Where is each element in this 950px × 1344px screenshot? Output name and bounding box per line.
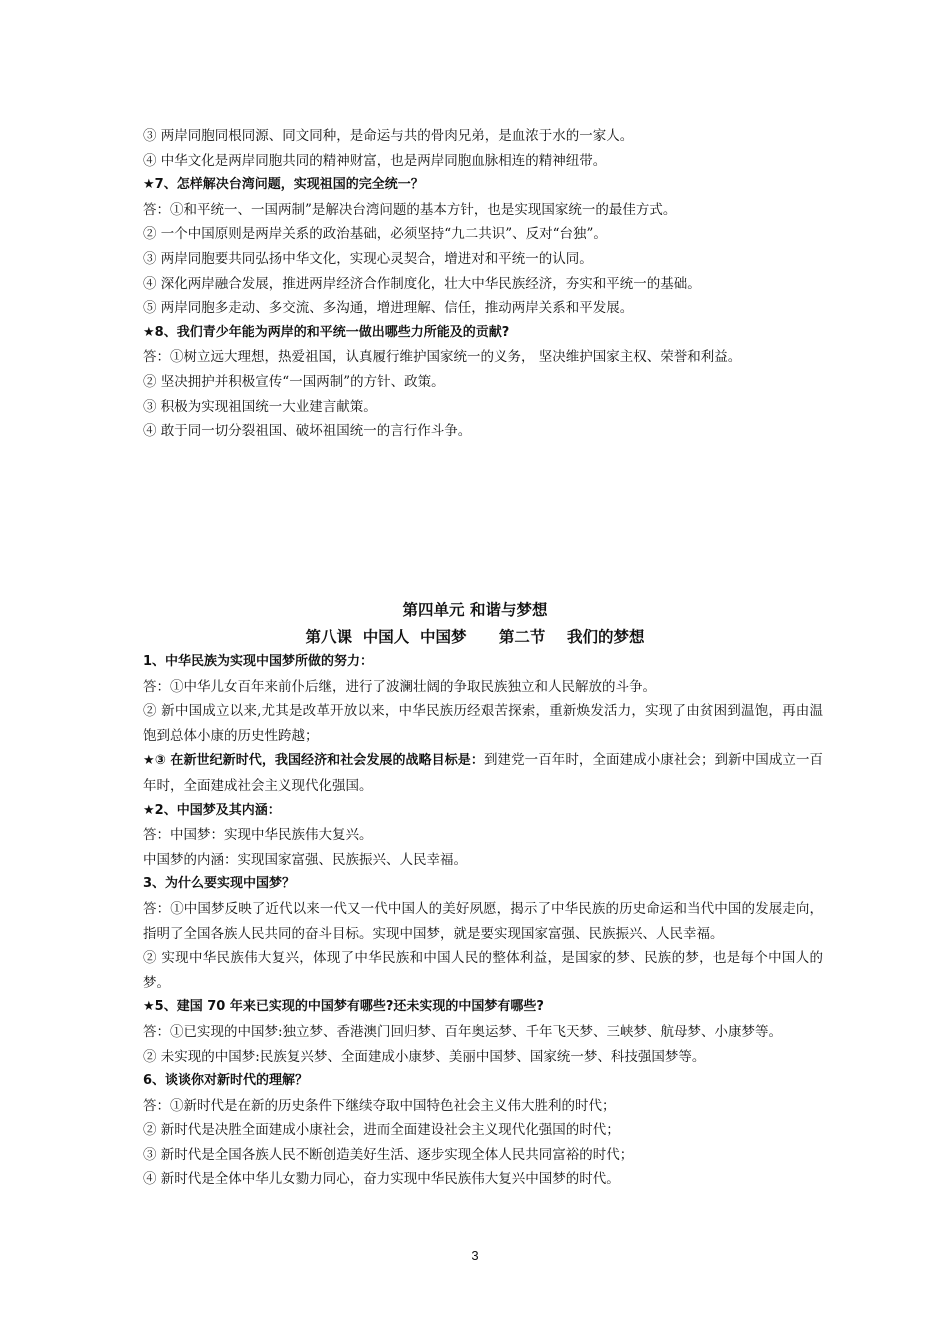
answer-line: 答：中国梦：实现中华民族伟大复兴。 [143,827,373,844]
question-heading: ★5、建国 70 年来已实现的中国梦有哪些?还未实现的中国梦有哪些? [143,999,544,1015]
question-heading: ★8、我们青少年能为两岸的和平统一做出哪些力所能及的贡献? [143,324,510,340]
text-line: 答：①树立远大理想，热爱祖国，认真履行维护国家统一的义务， 坚决维护国家主权、荣誉和利益。 [143,349,742,366]
answer-line: 答：①中华儿女百年来前仆后继，进行了波澜壮阔的争取民族独立和人民解放的斗争。 [143,678,656,695]
text-line: ③ 两岸同胞同根同源、同文同种，是命运与共的骨肉兄弟，是血浓于水的一家人。 [143,128,634,144]
question-heading: 1、中华民族为实现中国梦所做的努力： [143,654,374,669]
answer-line: 答：①新时代是在新的历史条件下继续夺取中国特色社会主义伟大胜利的时代； [143,1097,616,1114]
answer-line: ② 未实现的中国梦:民族复兴梦、全面建成小康梦、美丽中国梦、国家统一梦、科技强国梦等。 [143,1048,706,1065]
lesson-title: 第八课 中国人 中国梦 第二节 我们的梦想 [305,628,645,646]
answer-line: 中国梦的内涵：实现国家富强、民族振兴、人民幸福。 [143,851,467,868]
answer-line: ② 新时代是决胜全面建成小康社会，进而全面建设社会主义现代化强国的时代； [143,1122,620,1139]
bold-phrase: ★③ 在新世纪新时代，我国经济和社会发展的战略目标是： [143,753,484,769]
answer-paragraph: ② 新中国成立以来,尤其是改革开放以来，中华民族历经艰苦探索，重新焕发活力，实现了由贫困到温饱，再由温饱到总体小康的历史性跨越； [143,703,823,744]
text-line: ② 一个中国原则是两岸关系的政治基础，必须坚持“九二共识”、反对“台独”。 [143,226,607,243]
unit-title: 第四单元 和谐与梦想 [402,601,548,619]
question-heading: ★2、中国梦及其内涵： [143,802,281,818]
answer-text: 到建党一百年时，全面建成小康社会；到新中国成立一百年时，全面建成社会主义现代化强国。 [143,752,824,794]
text-line: ④ 敢于同一切分裂祖国、破坏祖国统一的言行作斗争。 [143,423,472,440]
answer-paragraph: ② 实现中华民族伟大复兴，体现了中华民族和中国人民的整体利益，是国家的梦、民族的梦，也是每个中国人的梦。 [143,950,823,991]
text-line: ② 坚决拥护并积极宣传“一国两制”的方针、政策。 [143,373,445,390]
answer-line: ③ 新时代是全国各族人民不断创造美好生活、逐步实现全体人民共同富裕的时代； [143,1146,634,1163]
page-number: 3 [471,1248,479,1263]
text-line: 答：①和平统一、一国两制”是解决台湾问题的基本方针，也是实现国家统一的最佳方式。 [143,201,677,218]
main-section [143,650,823,1192]
answer-paragraph: 答：①中国梦反映了近代以来一代又一代中国人的美好夙愿，揭示了中华民族的历史命运和当代中国的发展走向，指明了全国各族人民共同的奋斗目标。实现中国梦，就是要实现国家富强、民族振兴、人民幸福。 [143,900,823,942]
text-line: ④ 深化两岸融合发展，推进两岸经济合作制度化，壮大中华民族经济，夯实和平统一的基础。 [143,275,701,292]
answer-line: ④ 新时代是全体中华儿女勠力同心，奋力实现中华民族伟大复兴中国梦的时代。 [143,1171,620,1188]
text-line: ⑤ 两岸同胞多走动、多交流、多沟通，增进理解、信任，推动两岸关系和平发展。 [143,300,634,317]
question-heading: 3、为什么要实现中国梦？ [143,876,296,892]
question-heading: 6、谈谈你对新时代的理解？ [143,1073,309,1089]
answer-paragraph: 答：①已实现的中国梦:独立梦、香港澳门回归梦、百年奥运梦、千年飞天梦、三峡梦、航母梦、小康梦等。 [143,1023,783,1040]
question-heading: ★7、怎样解决台湾问题，实现祖国的完全统一？ [143,177,424,193]
text-line: ④ 中华文化是两岸同胞共同的精神财富，也是两岸同胞血脉相连的精神纽带。 [143,152,607,169]
top-section [143,124,823,444]
answer-paragraph [143,748,823,798]
text-line: ③ 两岸同胞要共同弘扬中华文化，实现心灵契合，增进对和平统一的认同。 [143,250,593,267]
text-line: ③ 积极为实现祖国统一大业建言献策。 [143,398,377,415]
